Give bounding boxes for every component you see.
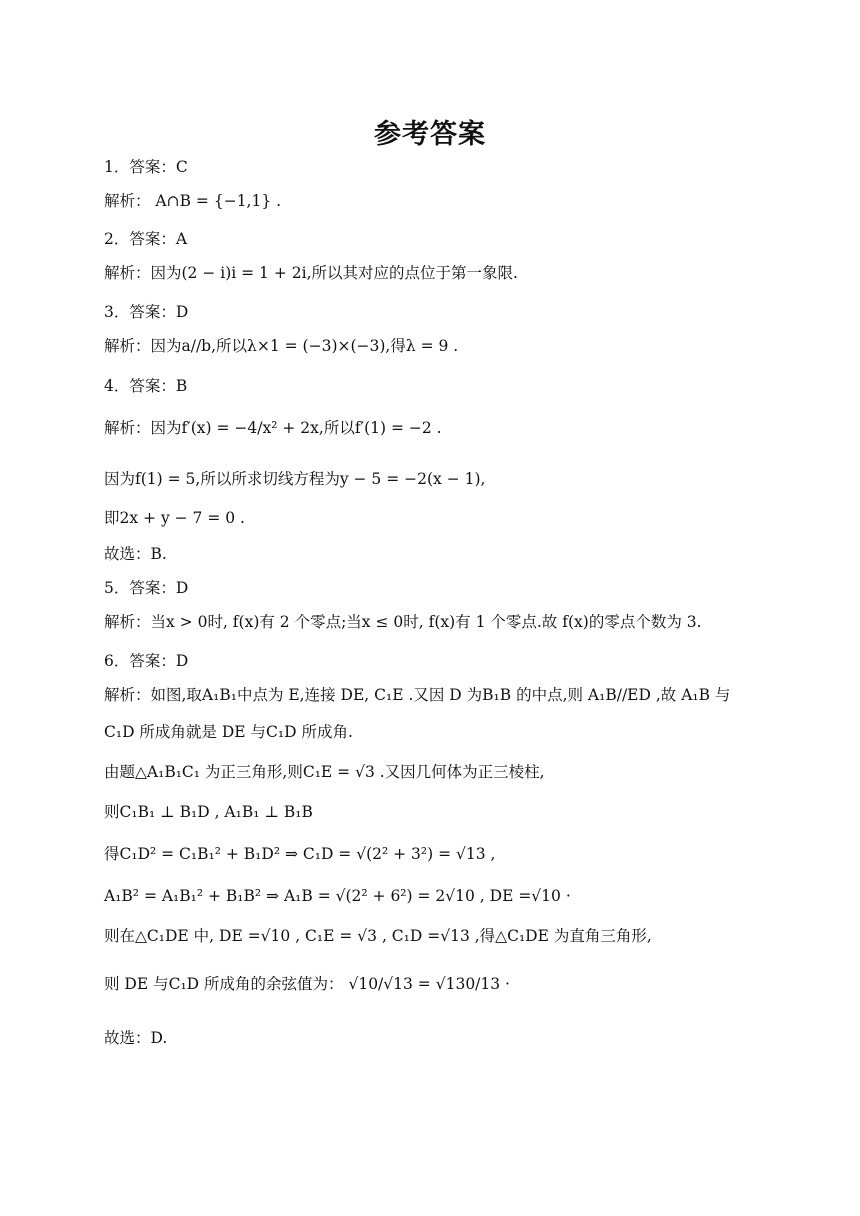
explanation-line: A₁B² = A₁B₁² + B₁B² ⇒ A₁B = √(2² + 6²) = 2√10 , DE =√10 · xyxy=(104,887,571,905)
explanation-line: 解析：因为(2 − i)i = 1 + 2i,所以其对应的点位于第一象限. xyxy=(104,264,518,282)
conclusion-line: 故选：D. xyxy=(104,1029,168,1047)
answer-line: 6．答案：D xyxy=(104,652,189,670)
explanation-line: 则在△C₁DE 中, DE =√10 , C₁E = √3 , C₁D =√13 ,得△C₁DE 为直角三角形, xyxy=(104,927,652,945)
explanation-line: 解析：因为f′(x) = −4/x² + 2x,所以f′(1) = −2 . xyxy=(104,419,442,437)
explanation-line: 即2x + y − 7 = 0 . xyxy=(104,509,245,527)
explanation-line: 得C₁D² = C₁B₁² + B₁D² ⇒ C₁D = √(2² + 3²) = √13 , xyxy=(104,845,496,863)
answer-line: 4．答案：B xyxy=(104,377,188,395)
answer-line: 3．答案：D xyxy=(104,303,189,321)
page-title: 参考答案 xyxy=(374,119,486,150)
explanation-line: 因为f(1) = 5,所以所求切线方程为y − 5 = −2(x − 1), xyxy=(104,470,486,488)
explanation-line: 解析： A∩B = {−1,1} . xyxy=(104,192,282,210)
explanation-line: C₁D 所成角就是 DE 与C₁D 所成角. xyxy=(104,723,353,741)
explanation-line: 由题△A₁B₁C₁ 为正三角形,则C₁E = √3 .又因几何体为正三棱柱, xyxy=(104,763,545,781)
explanation-line: 则 DE 与C₁D 所成角的余弦值为： √10/√13 = √130/13 · xyxy=(104,975,510,993)
conclusion-line: 故选：B. xyxy=(104,545,167,563)
answer-line: 1．答案：C xyxy=(104,158,188,176)
answer-line: 2．答案：A xyxy=(104,230,188,248)
explanation-line: 则C₁B₁ ⊥ B₁D , A₁B₁ ⊥ B₁B xyxy=(104,803,313,821)
answer-line: 5．答案：D xyxy=(104,579,189,597)
explanation-line: 解析：因为a//b,所以λ×1 = (−3)×(−3),得λ = 9 . xyxy=(104,337,459,355)
explanation-line: 解析：如图,取A₁B₁中点为 E,连接 DE, C₁E .又因 D 为B₁B 的中点,则 A₁B//ED ,故 A₁B 与 xyxy=(104,686,731,704)
explanation-line: 解析：当x > 0时, f(x)有 2 个零点;当x ≤ 0时, f(x)有 1 个零点.故 f(x)的零点个数为 3. xyxy=(104,613,702,631)
